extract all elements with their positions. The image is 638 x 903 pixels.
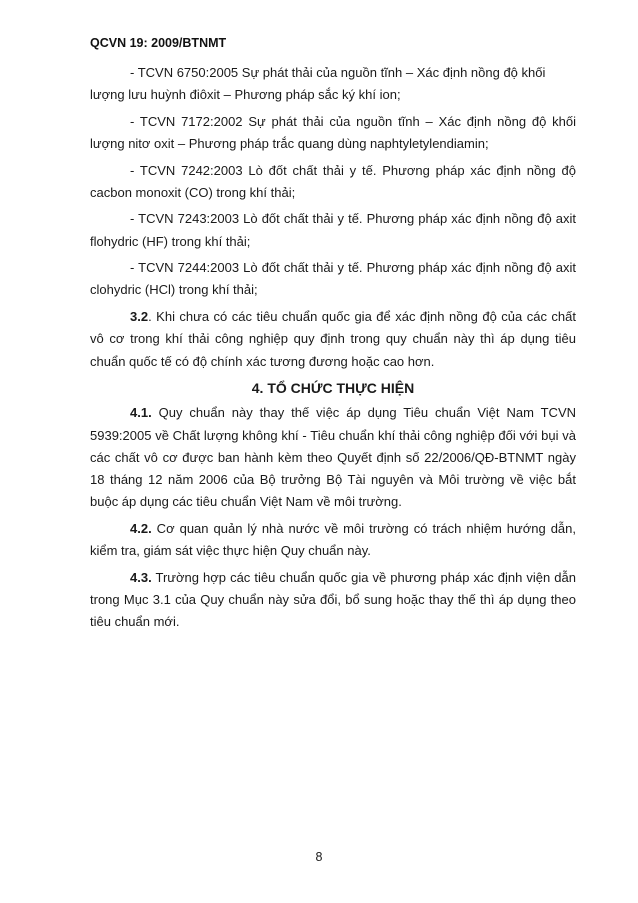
standard-item: - TCVN 7243:2003 Lò đốt chất thải y tế. Phương pháp xác định nồng độ axit flohydric (HF) trong khí thải; <box>90 211 576 249</box>
standard-item: - TCVN 7172:2002 Sự phát thải của nguồn tĩnh – Xác định nồng độ khối lượng nitơ oxit – Phương pháp trắc quang dùng naphtyletylendiamin; <box>90 113 576 152</box>
standard-item: - TCVN 7242:2003 Lò đốt chất thải y tế. Phương pháp xác định nồng độ cacbon monoxit (CO) trong khí thải; <box>90 162 576 200</box>
clause-text: Trường hợp các tiêu chuẩn quốc gia về phương pháp xác định viện dẫn trong Mục 3.1 của Quy chuẩn này sửa đổi, bổ sung hoặc thay thế thì áp dụng theo tiêu chuẩn mới. <box>90 569 576 630</box>
clause-text: Cơ quan quản lý nhà nước về môi trường có trách nhiệm hướng dẫn, kiểm tra, giám sát việc thực hiện Quy chuẩn này. <box>90 520 576 559</box>
section-title: 4. TỔ CHỨC THỰC HIỆN <box>251 379 415 396</box>
clause-4-1 <box>90 402 576 513</box>
clause-number: 4.1. <box>130 405 152 421</box>
standard-item: - TCVN 6750:2005 Sự phát thải của nguồn tĩnh – Xác định nồng độ khối lượng lưu huỳnh điôxit – Phương pháp sắc ký khí ion; <box>90 65 546 103</box>
clause-4-3 <box>90 567 576 634</box>
clause-number: 4.3. <box>130 569 152 585</box>
clause-3-2 <box>90 306 576 373</box>
clause-text: Quy chuẩn này thay thế việc áp dụng Tiêu chuẩn Việt Nam TCVN 5939:2005 về Chất lượng không khí - Tiêu chuẩn khí thải công nghiệp đối với bụi và các chất vô cơ được ban hành kèm theo Quyết định số 22/2006/QĐ-BTNMT ngày 18 tháng 12 năm 2006 của Bộ trưởng Bộ Tài nguyên và Môi trường về việc bắt buộc áp dụng các tiêu chuẩn Việt Nam về môi trường. <box>90 405 576 510</box>
document-body <box>90 62 576 638</box>
page-number: 8 <box>315 850 323 864</box>
document-header: QCVN 19: 2009/BTNMT <box>90 36 227 50</box>
clause-number: 3.2 <box>130 308 149 324</box>
clause-4-2 <box>90 518 576 563</box>
standard-item: - TCVN 7244:2003 Lò đốt chất thải y tế. Phương pháp xác định nồng độ axit clohydric (HCl) trong khí thải; <box>90 260 576 298</box>
clause-number: 4.2. <box>130 520 152 536</box>
clause-text: . Khi chưa có các tiêu chuẩn quốc gia để xác định nồng độ của các chất vô cơ trong khí thải công nghiệp quy định trong quy chuẩn này thì áp dụng tiêu chuẩn quốc tế có độ chính xác tương đương hoặc cao hơn. <box>90 308 576 369</box>
